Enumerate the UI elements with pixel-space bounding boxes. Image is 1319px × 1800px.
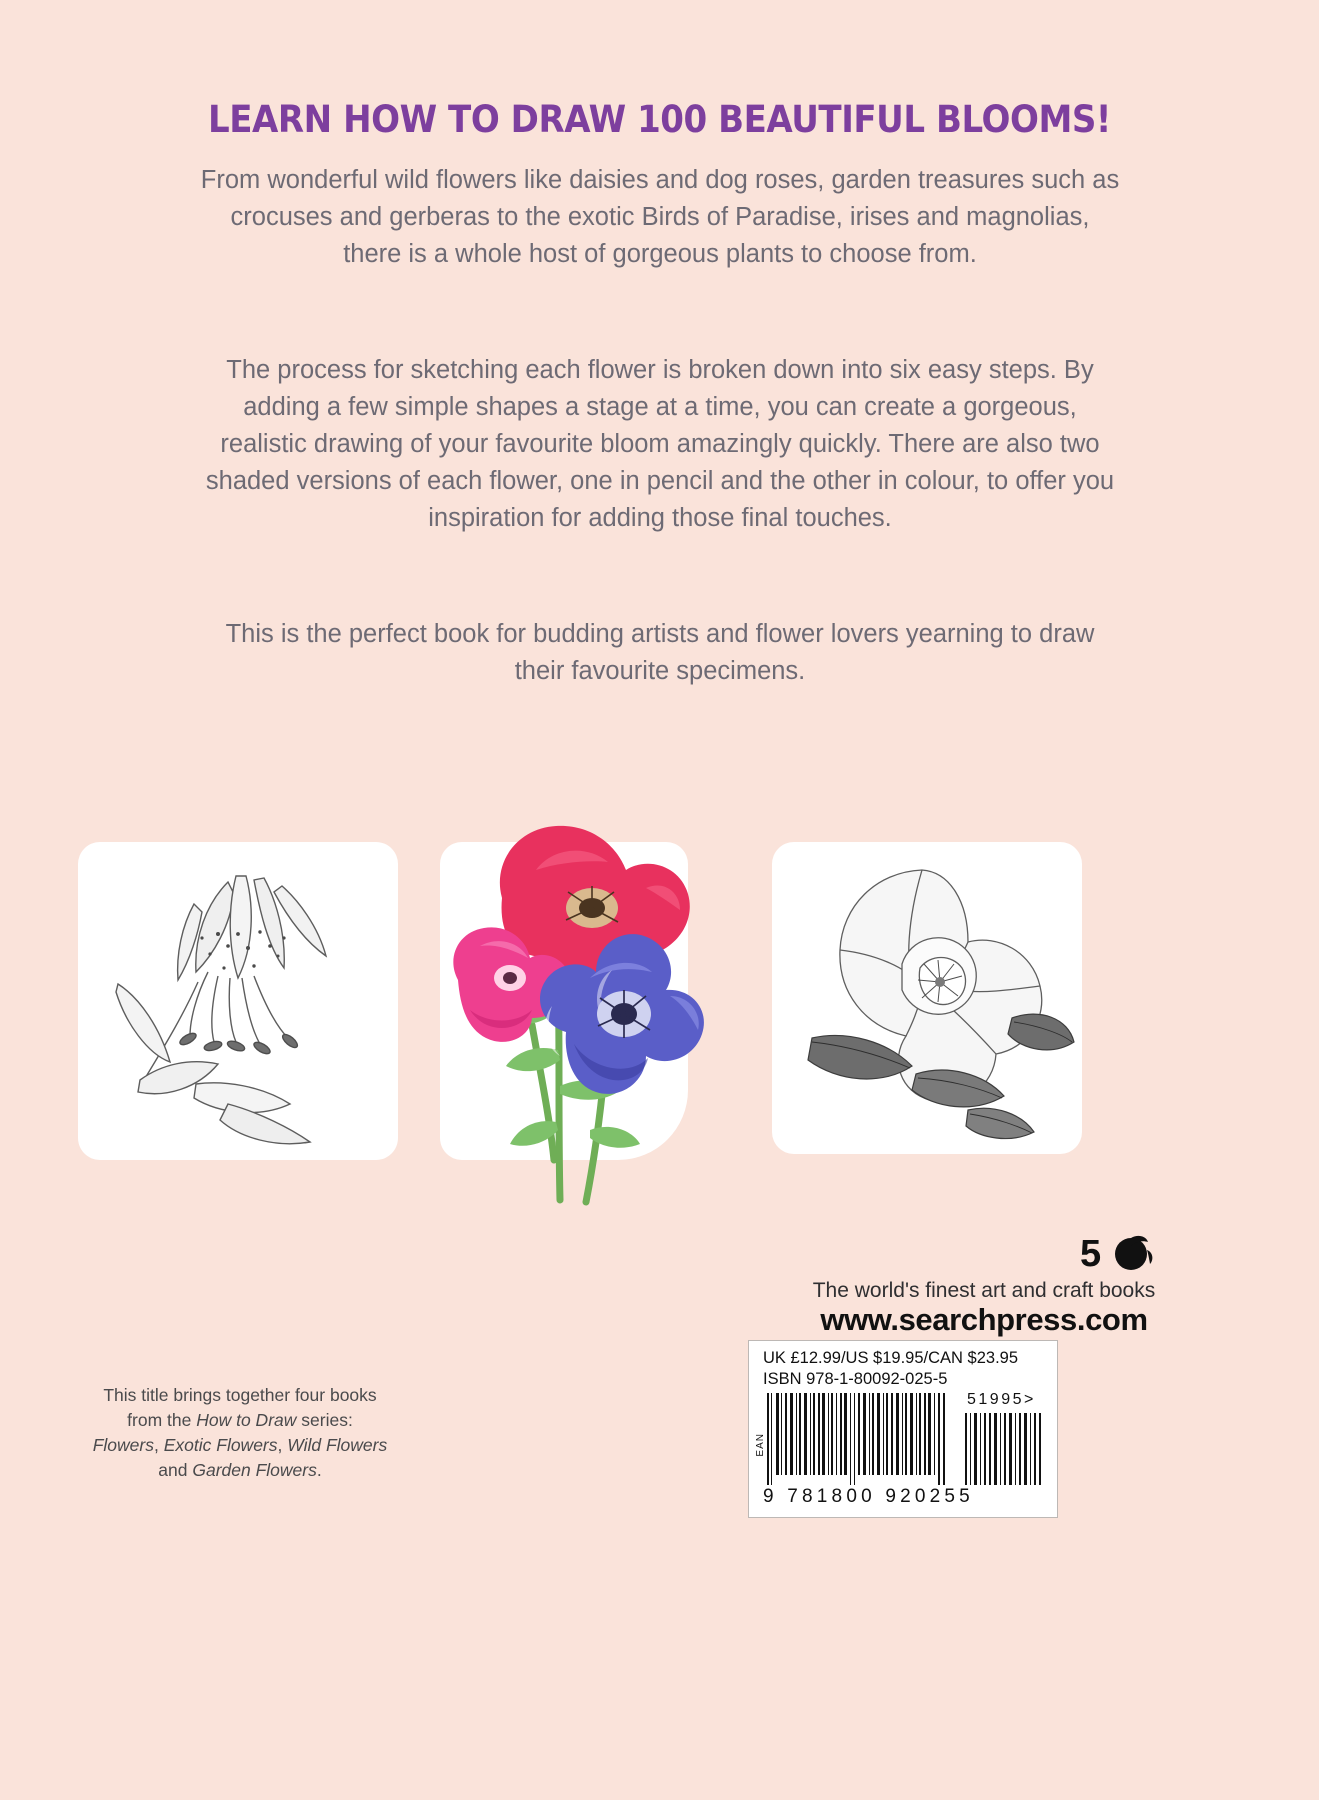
fifty-years-icon: [1080, 1232, 1154, 1276]
footnote-line-2-pre: from the: [127, 1410, 197, 1430]
footnote-series-title: How to Draw: [196, 1410, 297, 1430]
publisher-website[interactable]: www.searchpress.com: [820, 1302, 1148, 1337]
footnote-line-4-pre: and: [158, 1460, 193, 1480]
footnote-sep-b: ,: [277, 1435, 288, 1455]
blurb-paragraph-2: The process for sketching each flower is broken down into six easy steps. By adding a few simple shapes a stage at a time, you can create a gorgeous, realistic drawing of your favourite bloom amazingly quickly. There are also two shaded versions of each flower, one in pencil and the other in colour, to offer you inspiration for adding those final touches.: [205, 356, 1115, 532]
footnote-line-1: This title brings together four books: [103, 1385, 377, 1405]
ean5-addon-barcode-icon: [965, 1393, 1043, 1485]
svg-text:5: 5: [1080, 1233, 1102, 1275]
artwork-row: [0, 800, 1319, 1220]
addon-digits: 51995>: [967, 1391, 1036, 1408]
footnote-sep-a: ,: [154, 1435, 164, 1455]
blurb-paragraph-3: This is the perfect book for budding artists and flower lovers yearning to draw their favourite specimens.: [225, 620, 1095, 685]
page-title: LEARN HOW TO DRAW 100 BEAUTIFUL BLOOMS!: [207, 98, 1111, 141]
anniversary-logo-icon: [1080, 1232, 1154, 1281]
ean13-barcode-icon: [767, 1393, 947, 1485]
price-line: UK £12.99/US $19.95/CAN $23.95: [763, 1349, 1019, 1367]
colour-anemone-poppy-painting: [440, 800, 720, 1220]
blurb-paragraph-1: From wonderful wild flowers like daisies and dog roses, garden treasures such as crocuses and gerberas to the exotic Birds of Paradise, irises and magnolias, there is a whole host of gorgeous plants to choose from.: [200, 166, 1120, 268]
pencil-lily-icon: [78, 842, 398, 1160]
footnote: [40, 1383, 440, 1483]
footnote-line-4-post: .: [316, 1460, 322, 1480]
isbn-line: ISBN 978-1-80092-025-5: [763, 1370, 948, 1388]
footnote-book-wild-flowers: Wild Flowers: [287, 1435, 388, 1455]
footnote-line-2-post: series:: [296, 1410, 353, 1430]
publisher-tagline: The world's finest art and craft books: [812, 1279, 1156, 1302]
footnote-book-exotic-flowers: Exotic Flowers: [163, 1435, 278, 1455]
footnote-book-garden-flowers: Garden Flowers: [192, 1460, 317, 1480]
pencil-rose-icon: [772, 842, 1082, 1154]
ean-label: EAN: [755, 1433, 766, 1457]
footnote-book-flowers: Flowers: [92, 1435, 154, 1455]
barcode-panel: [748, 1340, 1058, 1518]
pencil-rose-drawing: [772, 842, 1082, 1154]
pencil-lily-drawing: [78, 842, 398, 1160]
ean-digits: 9 781800 920255: [763, 1486, 974, 1507]
